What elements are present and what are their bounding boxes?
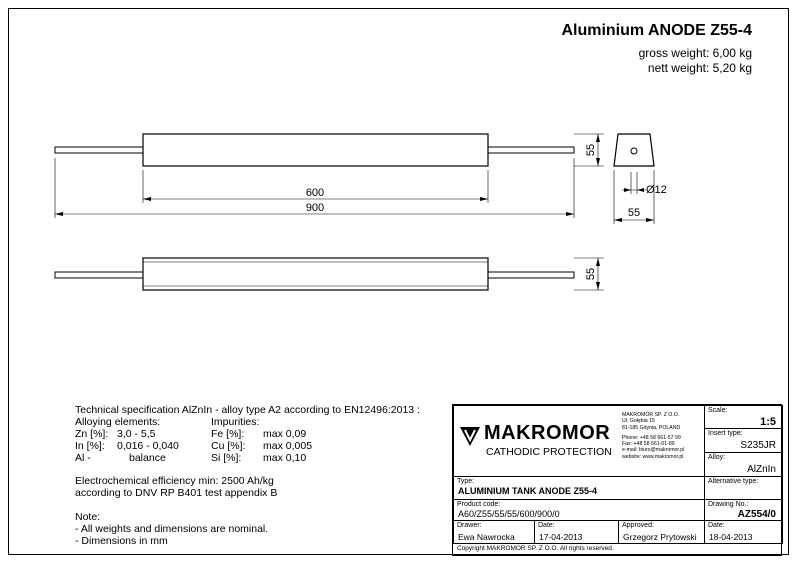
technical-specification [75,404,420,547]
dim-600: 600 [305,187,325,199]
anode-body-top-view [143,134,488,166]
company-info: MAKROMOR SP. Z O.O. Ul. Gołębia 15 81-185 Gdynia, POLAND Phone: +48 58 661-57 99 Fax: +48 58 661-01-89 e-mail: biuro@makromor.pl website: www.makromor.pl [622,412,685,460]
insert-left-top [55,147,143,153]
alloy-cell: Alloy: AlZnIn [704,452,783,477]
insert-hole [631,148,637,154]
anode-cross-section [614,134,654,166]
product-code-value: A60/Z55/55/55/600/900/0 [458,509,560,519]
insert-right-top [488,147,574,153]
gross-weight: gross weight: 6,00 kg [638,46,752,60]
drawing-no-cell: Drawing No.: AZ554/0 [704,499,783,521]
efficiency-line-2: according to DNV RP B401 test appendix B [75,487,278,499]
scale-cell: Scale: 1:5 [704,405,783,429]
dim-height-top: 55 [585,143,597,157]
insert-right-side [488,272,574,278]
type-cell: Type: ALUMINIUM TANK ANODE Z55-4 [453,476,705,500]
title-block [452,404,782,556]
impurities-label: Impurities: [211,416,260,428]
logo-subtitle: CATHODIC PROTECTION [486,446,612,458]
approved-cell: Approved: Grzegorz Prytowski [618,520,705,544]
product-code-cell: Product code: A60/Z55/55/55/600/900/0 [453,499,705,521]
dim-height-bottom: 55 [585,267,597,281]
nett-weight: nett weight: 5,20 kg [647,61,752,75]
alt-type-cell: Alternative type: [704,476,783,500]
note-heading: Note: [75,511,101,523]
drawer-cell: Drawer: Ewa Nawrocka [453,520,535,544]
spec-row: Zn [%]: 3,0 - 5,5 Fe [%]: max 0,09 [75,428,307,440]
date2-cell: Date: 18-04-2013 [704,520,783,544]
drawing-title: Aluminium ANODE Z55-4 [561,22,752,39]
date1-cell: Date: 17-04-2013 [534,520,619,544]
approved-value: Grzegorz Prytowski [623,532,697,542]
alloying-label: Alloying elements: [75,416,161,428]
logo-cell [453,405,705,477]
scale-value: 1:5 [760,416,776,428]
type-value: ALUMINIUM TANK ANODE Z55-4 [458,486,597,496]
dim-section-width: 55 [627,207,641,219]
insert-type-value: S235JR [740,440,776,451]
spec-heading: Technical specification AlZnIn - alloy type A2 according to EN12496:2013 : [75,404,420,416]
anode-body-side-view [143,258,488,290]
insert-left-side [55,272,143,278]
spec-row: In [%]: 0,016 - 0,040 Cu [%]: max 0,005 [75,440,313,452]
insert-type-cell: Insert type: S235JR [704,428,783,453]
dim-900: 900 [305,202,325,214]
efficiency-line-1: Electrochemical efficiency min: 2500 Ah/kg [75,475,274,487]
copyright: Copyright MAKROMOR SP. Z O.O. All rights reserved. [457,545,614,552]
drawer-value: Ewa Nawrocka [458,532,515,542]
alloy-value: AlZnIn [747,464,776,475]
note-1: - All weights and dimensions are nominal. [75,523,269,535]
date2-value: 18-04-2013 [709,532,753,542]
date1-value: 17-04-2013 [539,532,583,542]
logo-name: MAKROMOR [484,422,611,444]
note-2: - Dimensions in mm [75,535,168,547]
dim-hole-diameter: Ø12 [646,184,667,196]
spec-row: Al - balance Si [%]: max 0,10 [75,452,307,464]
makromor-logo-icon [458,424,482,448]
drawing-no-value: AZ554/0 [737,509,776,520]
